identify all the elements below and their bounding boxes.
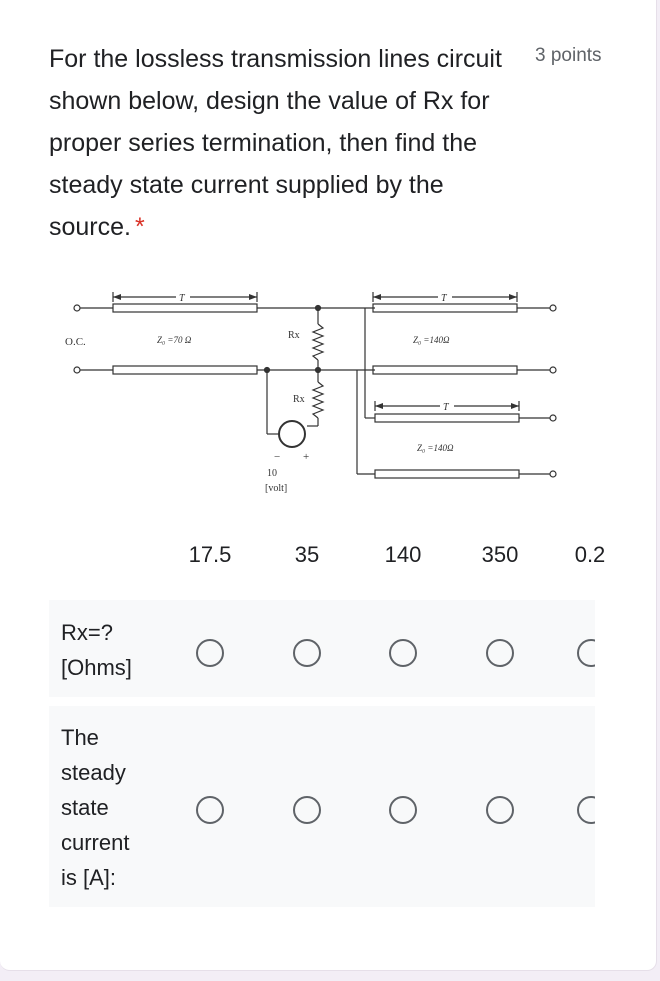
radio-rx-0-2[interactable] [577, 639, 595, 667]
terminal-left-top [74, 305, 80, 311]
row-label-line: current [61, 830, 130, 855]
radio-current-0-2[interactable] [577, 796, 595, 824]
line-right-bottom-return [375, 470, 519, 478]
grid-row-rx [49, 600, 595, 697]
terminal-left-bottom [74, 367, 80, 373]
z0-right-top-label: Z₀ =140Ω [413, 335, 450, 345]
terminal-right-1 [550, 305, 556, 311]
row-label-current [61, 720, 129, 895]
t-label-right-bottom: T [443, 402, 449, 413]
line-right-top-return [373, 366, 517, 374]
radio-current-17-5[interactable] [196, 796, 224, 824]
column-header-2: 35 [294, 542, 320, 567]
question-title [49, 38, 529, 248]
row-label-rx [61, 615, 132, 685]
terminal-right-3 [550, 415, 556, 421]
radio-current-140[interactable] [389, 796, 417, 824]
points-label: 3 points [535, 45, 602, 66]
t-label-left: T [179, 293, 185, 304]
column-header-4: 350 [481, 542, 519, 567]
t-label-right-top: T [441, 293, 447, 304]
radio-rx-17-5[interactable] [196, 639, 224, 667]
line-left-top-conductor [113, 304, 257, 312]
column-header-1: 17.5 [188, 542, 232, 567]
radio-current-350[interactable] [486, 796, 514, 824]
z0-right-bottom-label: Z₀ =140Ω [417, 443, 454, 453]
grid-row-current [49, 706, 595, 907]
question-text: For the lossless transmission lines circuit shown below, design the value of Rx for proper series termination, then find the steady state current supplied by the source. [49, 45, 502, 241]
rx-top-label: Rx [288, 330, 300, 341]
row-label-line: is [A]: [61, 865, 117, 890]
row-label-line: Rx=? [61, 620, 113, 645]
required-asterisk: * [134, 213, 145, 241]
row-label-line: state [61, 795, 109, 820]
rx-top-resistor [313, 324, 323, 360]
source-unit: [volt] [265, 483, 288, 494]
source-plus: + [303, 451, 310, 463]
radio-rx-0-2-circle [577, 639, 595, 667]
line-right-bottom-conductor [375, 414, 519, 422]
row-label-line: steady [61, 760, 126, 785]
oc-label: O.C. [65, 336, 86, 348]
terminal-right-2 [550, 367, 556, 373]
radio-current-35[interactable] [293, 796, 321, 824]
terminal-right-4 [550, 471, 556, 477]
rx-bottom-label: Rx [293, 394, 305, 405]
z0-left-label: Z₀ =70 Ω [157, 335, 192, 345]
voltage-source [279, 421, 305, 447]
circuit-diagram [55, 284, 575, 504]
line-right-top-conductor [373, 304, 517, 312]
radio-rx-140[interactable] [389, 639, 417, 667]
radio-rx-350[interactable] [486, 639, 514, 667]
column-header-5: 0.2 [574, 542, 606, 567]
row-label-line: The [61, 725, 99, 750]
radio-current-0-2-circle [577, 796, 595, 824]
rx-bottom-resistor [313, 382, 323, 418]
source-value: 10 [267, 468, 277, 479]
row-label-line: [Ohms] [61, 655, 132, 680]
source-minus: − [274, 451, 281, 463]
radio-rx-35[interactable] [293, 639, 321, 667]
line-left-bottom-conductor [113, 366, 257, 374]
column-header-3: 140 [384, 542, 422, 567]
